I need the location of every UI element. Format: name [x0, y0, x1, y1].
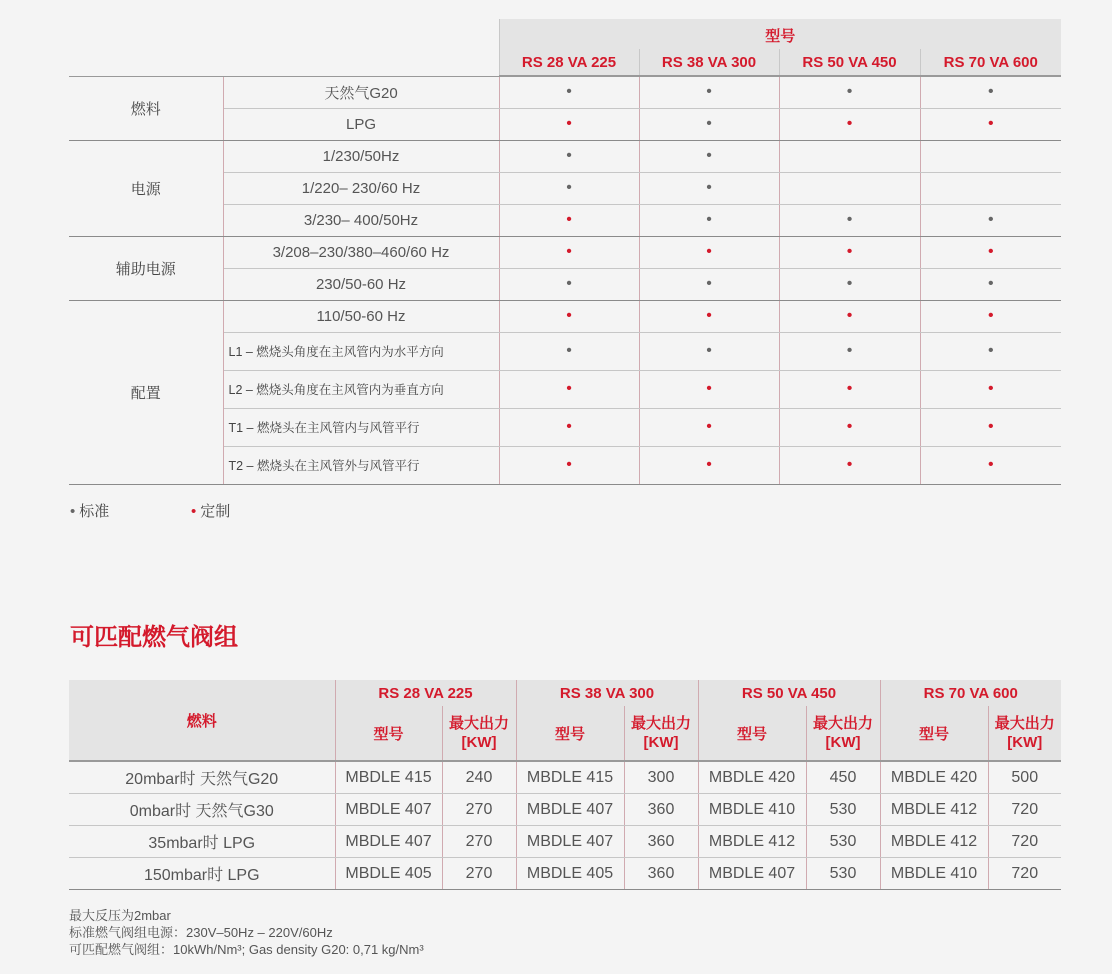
sub-power-label: 最大出力 — [994, 715, 1055, 732]
custom-dot-icon: • — [846, 418, 853, 435]
availability-cell — [779, 446, 920, 484]
standard-dot-icon: • — [987, 342, 994, 359]
group-label: 电源 — [69, 140, 223, 236]
standard-dot-icon: • — [987, 83, 994, 101]
standard-dot-icon: • — [706, 342, 712, 359]
standard-dot-icon: • — [706, 115, 712, 132]
model-group-header: 型号 — [499, 19, 1061, 49]
option-label: 1/220– 230/60 Hz — [223, 172, 499, 204]
sub-power-unit: [KW] — [643, 734, 679, 751]
availability-cell — [920, 446, 1061, 484]
custom-dot-icon: • — [846, 380, 853, 397]
standard-dot-icon: • — [846, 275, 853, 292]
availability-cell — [499, 370, 639, 408]
option-label: LPG — [223, 108, 499, 140]
availability-cell — [920, 204, 1061, 236]
sub-power-unit: [KW] — [461, 734, 497, 751]
model-header-3: RS 70 VA 600 — [920, 49, 1061, 76]
max-power-cell: 450 — [806, 761, 880, 794]
availability-cell — [779, 108, 920, 140]
valve-model-cell: MBDLE 405 — [516, 858, 624, 890]
custom-dot-icon: • — [191, 503, 197, 520]
valve-model-cell: MBDLE 405 — [335, 858, 442, 890]
max-power-cell: 720 — [988, 826, 1061, 858]
header-blank — [69, 19, 499, 76]
sub-power-header — [442, 706, 516, 761]
availability-cell — [639, 332, 779, 370]
availability-cell — [920, 108, 1061, 140]
valve-row — [69, 761, 1061, 794]
availability-cell — [499, 108, 639, 140]
availability-cell — [499, 236, 639, 268]
max-power-cell: 360 — [624, 826, 698, 858]
standard-dot-icon: • — [706, 147, 712, 164]
fuel-header: 燃料 — [69, 680, 335, 761]
custom-dot-icon: • — [706, 243, 712, 260]
legend-custom-label: 定制 — [200, 503, 231, 520]
availability-cell — [920, 172, 1061, 204]
note-line: 最大反压为2mbar — [69, 908, 171, 923]
custom-dot-icon: • — [566, 380, 572, 397]
group-label: 辅助电源 — [69, 236, 223, 300]
legend-standard — [70, 500, 109, 521]
valve-model-cell: MBDLE 415 — [516, 761, 624, 794]
availability-cell — [499, 446, 639, 484]
gas-valve-title: 可匹配燃气阀组 — [70, 623, 238, 651]
option-label: L1 – 燃烧头角度在主风管内为水平方向 — [223, 332, 499, 370]
availability-cell — [779, 408, 920, 446]
legend-standard-label: 标准 — [79, 503, 110, 520]
option-label: 110/50-60 Hz — [223, 300, 499, 332]
option-row — [69, 300, 1061, 332]
fuel-cell: 150mbar时 LPG — [69, 858, 335, 890]
sub-model-header: 型号 — [698, 706, 806, 761]
sub-power-label: 最大出力 — [630, 715, 691, 732]
sub-model-header: 型号 — [516, 706, 624, 761]
max-power-cell: 270 — [442, 826, 516, 858]
gas-valve-table — [69, 680, 1061, 890]
custom-dot-icon: • — [846, 115, 853, 132]
option-row — [69, 140, 1061, 172]
standard-dot-icon: • — [706, 211, 712, 228]
availability-cell — [639, 408, 779, 446]
standard-dot-icon: • — [987, 275, 994, 292]
option-label: 1/230/50Hz — [223, 140, 499, 172]
standard-dot-icon: • — [566, 147, 572, 164]
valve-model-cell: MBDLE 412 — [698, 826, 806, 858]
availability-cell — [779, 300, 920, 332]
custom-dot-icon: • — [987, 456, 994, 473]
sub-power-label: 最大出力 — [448, 715, 509, 732]
availability-cell — [499, 140, 639, 172]
custom-dot-icon: • — [706, 380, 712, 397]
max-power-cell: 530 — [806, 794, 880, 826]
availability-cell — [779, 268, 920, 300]
standard-dot-icon: • — [70, 503, 76, 520]
valve-model-header-3: RS 70 VA 600 — [880, 680, 1061, 706]
fuel-cell: 20mbar时 天然气G20 — [69, 761, 335, 794]
standard-dot-icon: • — [566, 275, 572, 292]
option-label: 天然气G20 — [223, 76, 499, 108]
option-row — [69, 76, 1061, 108]
availability-cell — [499, 332, 639, 370]
max-power-cell: 360 — [624, 794, 698, 826]
custom-dot-icon: • — [566, 115, 572, 132]
sub-power-header — [624, 706, 698, 761]
custom-dot-icon: • — [987, 115, 994, 132]
availability-cell — [779, 370, 920, 408]
standard-dot-icon: • — [566, 179, 572, 196]
valve-model-cell: MBDLE 407 — [516, 794, 624, 826]
availability-cell — [920, 408, 1061, 446]
max-power-cell: 240 — [442, 761, 516, 794]
valve-model-cell: MBDLE 420 — [880, 761, 988, 794]
custom-dot-icon: • — [566, 307, 572, 324]
sub-model-header: 型号 — [880, 706, 988, 761]
custom-dot-icon: • — [987, 380, 994, 397]
standard-dot-icon: • — [846, 211, 853, 228]
sub-power-unit: [KW] — [825, 734, 861, 751]
sub-power-unit: [KW] — [1007, 734, 1043, 751]
custom-dot-icon: • — [566, 456, 572, 473]
availability-cell — [920, 332, 1061, 370]
availability-cell — [639, 446, 779, 484]
option-label: 3/208–230/380–460/60 Hz — [223, 236, 499, 268]
group-label: 配置 — [69, 300, 223, 484]
option-label: 230/50-60 Hz — [223, 268, 499, 300]
valve-model-cell: MBDLE 410 — [880, 858, 988, 890]
custom-dot-icon: • — [846, 307, 853, 324]
max-power-cell: 500 — [988, 761, 1061, 794]
availability-cell — [639, 108, 779, 140]
option-label: T2 – 燃烧头在主风管外与风管平行 — [223, 446, 499, 484]
availability-cell — [779, 140, 920, 172]
availability-cell — [499, 204, 639, 236]
max-power-cell: 720 — [988, 794, 1061, 826]
availability-cell — [779, 76, 920, 108]
valve-model-cell: MBDLE 407 — [335, 794, 442, 826]
standard-dot-icon: • — [846, 342, 853, 359]
option-label: T1 – 燃烧头在主风管内与风管平行 — [223, 408, 499, 446]
notes — [69, 907, 424, 958]
custom-dot-icon: • — [566, 418, 572, 435]
note-line: 标准燃气阀组电源：230V–50Hz – 220V/60Hz — [69, 925, 333, 940]
availability-cell — [779, 204, 920, 236]
availability-cell — [639, 370, 779, 408]
custom-dot-icon: • — [846, 456, 853, 473]
custom-dot-icon: • — [846, 243, 853, 260]
valve-model-cell: MBDLE 407 — [516, 826, 624, 858]
availability-cell — [639, 172, 779, 204]
custom-dot-icon: • — [987, 418, 994, 435]
sub-power-header — [806, 706, 880, 761]
burner-model-table — [69, 19, 1061, 485]
availability-cell — [920, 300, 1061, 332]
availability-cell — [639, 140, 779, 172]
standard-dot-icon: • — [846, 83, 853, 101]
valve-model-cell: MBDLE 412 — [880, 794, 988, 826]
availability-cell — [499, 76, 639, 108]
valve-model-cell: MBDLE 415 — [335, 761, 442, 794]
custom-dot-icon: • — [987, 243, 994, 260]
availability-cell — [639, 204, 779, 236]
availability-cell — [920, 268, 1061, 300]
model-header-1: RS 38 VA 300 — [639, 49, 779, 76]
standard-dot-icon: • — [706, 179, 712, 196]
model-header-2: RS 50 VA 450 — [779, 49, 920, 76]
availability-cell — [779, 332, 920, 370]
custom-dot-icon: • — [706, 456, 712, 473]
valve-model-header-1: RS 38 VA 300 — [516, 680, 698, 706]
sub-model-header: 型号 — [335, 706, 442, 761]
availability-cell — [920, 76, 1061, 108]
availability-cell — [639, 300, 779, 332]
availability-cell — [639, 268, 779, 300]
sub-power-header — [988, 706, 1061, 761]
custom-dot-icon: • — [566, 211, 572, 228]
max-power-cell: 300 — [624, 761, 698, 794]
availability-cell — [920, 140, 1061, 172]
custom-dot-icon: • — [706, 418, 712, 435]
group-label: 燃料 — [69, 76, 223, 140]
max-power-cell: 270 — [442, 794, 516, 826]
max-power-cell: 360 — [624, 858, 698, 890]
fuel-cell: 0mbar时 天然气G30 — [69, 794, 335, 826]
valve-model-cell: MBDLE 407 — [335, 826, 442, 858]
custom-dot-icon: • — [566, 243, 572, 260]
valve-row — [69, 858, 1061, 890]
option-label: 3/230– 400/50Hz — [223, 204, 499, 236]
custom-dot-icon: • — [706, 307, 712, 324]
max-power-cell: 530 — [806, 858, 880, 890]
availability-cell — [639, 76, 779, 108]
availability-cell — [639, 236, 779, 268]
availability-cell — [499, 300, 639, 332]
standard-dot-icon: • — [706, 83, 712, 101]
sub-power-label: 最大出力 — [812, 715, 873, 732]
model-header-0: RS 28 VA 225 — [499, 49, 639, 76]
availability-cell — [499, 268, 639, 300]
note-line: 可匹配燃气阀组：10kWh/Nm³; Gas density G20: 0,71 kg/Nm³ — [69, 942, 424, 957]
valve-model-header-0: RS 28 VA 225 — [335, 680, 516, 706]
availability-cell — [499, 408, 639, 446]
standard-dot-icon: • — [987, 211, 994, 228]
valve-row — [69, 826, 1061, 858]
option-label: L2 – 燃烧头角度在主风管内为垂直方向 — [223, 370, 499, 408]
max-power-cell: 720 — [988, 858, 1061, 890]
valve-model-header-2: RS 50 VA 450 — [698, 680, 880, 706]
custom-dot-icon: • — [987, 307, 994, 324]
max-power-cell: 270 — [442, 858, 516, 890]
max-power-cell: 530 — [806, 826, 880, 858]
availability-cell — [779, 236, 920, 268]
fuel-cell: 35mbar时 LPG — [69, 826, 335, 858]
valve-model-cell: MBDLE 420 — [698, 761, 806, 794]
standard-dot-icon: • — [566, 342, 572, 359]
valve-row — [69, 794, 1061, 826]
legend-custom — [191, 500, 230, 521]
standard-dot-icon: • — [706, 275, 712, 292]
option-row — [69, 236, 1061, 268]
valve-model-cell: MBDLE 412 — [880, 826, 988, 858]
valve-model-cell: MBDLE 407 — [698, 858, 806, 890]
availability-cell — [920, 236, 1061, 268]
availability-cell — [920, 370, 1061, 408]
availability-cell — [499, 172, 639, 204]
valve-model-cell: MBDLE 410 — [698, 794, 806, 826]
standard-dot-icon: • — [566, 83, 572, 101]
availability-cell — [779, 172, 920, 204]
